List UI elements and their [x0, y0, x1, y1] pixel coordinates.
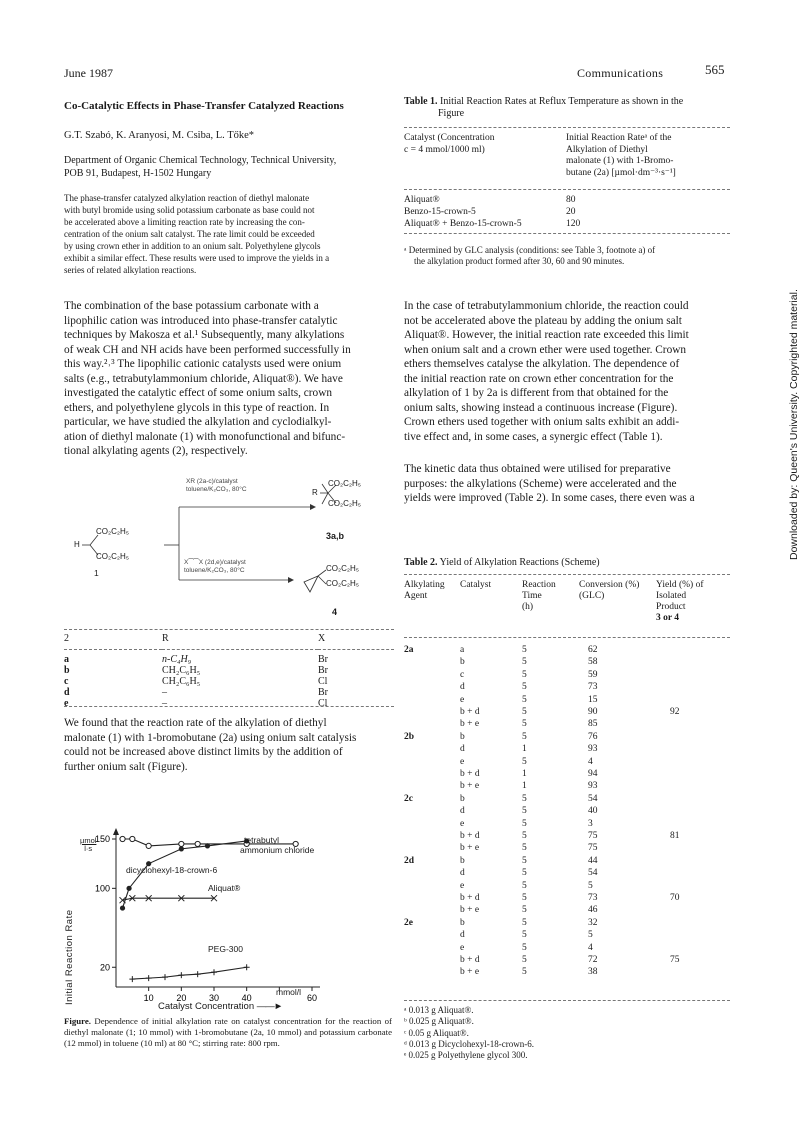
table-cell: 2a: [404, 645, 414, 655]
table-row: [404, 781, 730, 793]
table-cell: 5: [522, 731, 527, 742]
table-row: [404, 856, 730, 868]
table-cell: b: [460, 855, 465, 866]
table-cell: 44: [588, 855, 598, 866]
table-cell: 5: [522, 657, 527, 668]
table-cell: 3: [588, 818, 593, 829]
table-row: [404, 707, 730, 719]
x-tick-label: 30: [208, 993, 220, 1003]
table-cell: 76: [588, 731, 598, 742]
table2-header: [404, 580, 730, 622]
table-cell: d: [460, 682, 465, 693]
series-line: [132, 967, 246, 979]
table-cell: 5: [522, 793, 527, 804]
col-header: Reaction Time (h): [522, 580, 556, 612]
x-tick-label: 40: [241, 993, 252, 1003]
table-cell: 40: [588, 806, 598, 817]
table-row: [404, 819, 730, 831]
table-cell: b: [460, 731, 465, 742]
p4-label: 4: [332, 607, 338, 617]
data-point: [120, 905, 125, 910]
table-cell: 46: [588, 905, 598, 916]
authors: G.T. Szabó, K. Aranyosi, M. Csiba, L. Tőke*: [64, 130, 255, 141]
y-tick-label: 150: [94, 834, 110, 844]
table-cell: b + e: [460, 781, 480, 792]
article-title: Co-Catalytic Effects in Phase-Transfer Catalyzed Reactions: [64, 100, 344, 112]
intro-paragraph: The combination of the base potassium carbonate with a lipophilic cation was introduced into phase-transfer catalytic techniques by Makosza et al.¹ Subsequently, many alkylations of weak CH and NH acids have been performed successfully in this way.²˒³ The lipophilic cationic catalysts used were onium salts (e.g., tetrabutylammonium chloride, Aliquat®). We have investigated the catalytic effect of some onium salts, crown ethers, and polyethylene glycols in this type of reaction. In particular, we have studied the alkylation and cyclodialkyl- ation of diethyl malonate (1) with monofunctional and bifunc- tional alkylating agents (2), respectively.: [64, 300, 351, 457]
table-cell: 73: [588, 893, 598, 903]
table-cell: b + d: [460, 955, 480, 965]
table-cell: 93: [588, 744, 598, 755]
col-header: R: [162, 633, 169, 644]
p4-ester-top: CO₂C₂H₅: [326, 564, 359, 573]
substituent-table: [64, 633, 394, 709]
table-row: [404, 806, 730, 818]
table-row: [404, 744, 730, 756]
table-row: [404, 645, 730, 657]
table-row: [404, 955, 730, 967]
table-row: [404, 794, 730, 806]
table-cell: e: [460, 756, 465, 767]
table-row: [404, 868, 730, 880]
table-row: [404, 843, 730, 855]
table-cell: b: [460, 793, 465, 804]
table-cell: 70: [670, 893, 680, 903]
table-cell: 5: [522, 645, 527, 655]
table-cell: d: [460, 930, 465, 941]
table-cell: b + e: [460, 719, 480, 730]
y-axis-arrow: [113, 828, 119, 835]
table-cell: 90: [588, 707, 598, 717]
table-cell: 75: [588, 843, 598, 854]
table1-caption: Table 1. Initial Reaction Rates at Reflux Temperature as shown in the Figure: [404, 96, 684, 119]
col-header: Catalyst: [460, 580, 492, 590]
affiliation: Department of Organic Chemical Technology, Technical University, POB 91, Budapest, H-1502 Hungary: [64, 155, 337, 179]
table-cell: 5: [522, 818, 527, 829]
y-tick-label: 100: [94, 883, 110, 894]
table-cell: b: [460, 917, 465, 928]
sm-ester-bottom: CO₂C₂H₅: [96, 552, 129, 561]
table-cell: 5: [522, 868, 527, 879]
table-row: [404, 657, 730, 669]
table-cell: 73: [588, 682, 598, 693]
table-cell: 5: [522, 905, 527, 916]
table-cell: 2e: [404, 917, 413, 928]
table-cell: 5: [522, 917, 527, 928]
table-cell: 5: [588, 880, 593, 891]
table-cell: 4: [588, 942, 593, 953]
table-row: [404, 943, 730, 955]
table-cell: 32: [588, 917, 598, 928]
p3-r: R: [312, 488, 318, 497]
table2-footnotes: ᵃ 0.013 g Aliquat®. ᵇ 0.025 g Aliquat®. ᶜ 0.05 g Aliquat®. ᵈ 0.013 g Dicyclohexyl-18-crown-6. ᵉ 0.025 g Polyethylene glycol 300.: [404, 1005, 535, 1061]
p3-label: 3a,b: [326, 531, 345, 541]
figure-caption: Figure. Dependence of initial alkylation rate on catalyst concentration for the reaction of diethyl malonate (1; 10 mmol) with 1-bromobutane (2a, 10 mmol) and potassium carbonate (12 mmol) in toluene (10 ml) at 80 °C; stirring rate: 800 rpm.: [64, 1016, 392, 1048]
discussion-paragraph: In the case of tetrabutylammonium chloride, the reaction could not be accelerated above the plateau by adding the onium salt Aliquat®. However, the initial reaction rate exceeded this limit when onium salt and a crown ether were used together. Crown ethers themselves catalyse the alkylation. The dependence of the initial reaction rate on crown ether concentration for the alkylation of 1 by 2a is different from that obtained for the onium salts, showing instead a continuous increase (Figure). Crown ethers used together with onium salts exhibit an addi- tive effect and, in some cases, a synergic effect (Table 1).: [404, 300, 689, 443]
table-cell: 1: [522, 769, 527, 779]
table-cell: d: [460, 744, 465, 755]
p3-ester-bottom: CO₂C₂H₅: [328, 499, 361, 508]
abstract: The phase-transfer catalyzed alkylation reaction of diethyl malonate with butyl bromide using solid potassium carbonate as base could not be accelerated above a limiting reaction rate by increasing the con- centration of the onium salt catalyst. The rate limit could be exceeded by using crown ether in addition to an onium salt. Polyethylene glycols exhibit a similar effect. These results were used to improve the yields in a series of related alkylation reactions.: [64, 193, 330, 275]
series-label-peg: PEG-300: [208, 944, 243, 954]
table-cell: 5: [522, 893, 527, 903]
table-cell: 15: [588, 694, 598, 705]
table-cell: e: [460, 880, 465, 891]
col-header: 2: [64, 633, 69, 644]
table-row: [404, 757, 730, 769]
table-row: [404, 905, 730, 917]
figure: [60, 825, 390, 1015]
table2-caption: Table 2. Yield of Alkylation Reactions (Scheme): [404, 557, 600, 568]
table-cell: 5: [522, 669, 527, 680]
col-header: Conversion (%) (GLC): [579, 580, 640, 601]
sm-hydrogen: H: [74, 540, 80, 549]
page-number: 565: [705, 62, 725, 77]
x-axis-unit: mmol/l: [276, 987, 302, 997]
table-cell: 62: [588, 645, 598, 655]
y-axis-label: Initial Reaction Rate: [64, 909, 75, 1005]
table-row: b CH₂C₆H₅ Br: [64, 665, 328, 676]
table-cell: 54: [588, 793, 598, 804]
table-header-row: [64, 633, 394, 649]
table-cell: 38: [588, 967, 598, 978]
series-label-crown: dicyclohexyl-18-crown-6: [126, 865, 218, 875]
results-paragraph: We found that the reaction rate of the alkylation of diethyl malonate (1) with 1-bromobutane (2a) using onium salt catalysis could not be increased above distinct limits by the addition of further onium salt (Figure).: [64, 717, 357, 773]
table-row: [404, 769, 730, 781]
table-cell: 72: [588, 955, 598, 965]
x-tick-label: 20: [176, 993, 187, 1003]
table-cell: 5: [522, 942, 527, 953]
table-cell: e: [460, 818, 465, 829]
table-cell: 5: [522, 967, 527, 978]
table-row: [404, 893, 730, 905]
series-line: [123, 898, 214, 900]
x-tick-label: 10: [143, 993, 154, 1003]
series-label-tbac: tetrabutyl: [244, 835, 279, 845]
table-cell: 5: [522, 806, 527, 817]
preparative-paragraph: The kinetic data thus obtained were utilised for preparative purposes: the alkylations (Scheme) were accelerated and the yields were improved (Table 2). In some cases, there even was a: [404, 463, 695, 504]
p3-ester-top: CO₂C₂H₅: [328, 479, 361, 488]
table-row: [404, 670, 730, 682]
data-point: [205, 843, 210, 848]
table-cell: 58: [588, 657, 598, 668]
table-cell: 93: [588, 781, 598, 792]
reagent-bottom: X⁀⁀X (2d,e)/catalyst toluene/K₂CO₃, 80°C: [184, 559, 246, 574]
table-cell: 1: [522, 781, 527, 792]
table1-col2-header: Initial Reaction Rateᵃ of the Alkylation of Diethyl malonate (1) with 1-Bromo- butane (2a) [µmol·dm⁻³·s⁻¹]: [566, 133, 676, 178]
data-point: [126, 886, 131, 891]
table-cell: 5: [522, 843, 527, 854]
x-axis-label: Catalyst Concentration ——►: [158, 1001, 283, 1012]
sm-label: 1: [94, 568, 99, 578]
table-cell: a: [460, 645, 465, 655]
table-cell: 75: [670, 955, 680, 965]
table-row: Aliquat® 80: [404, 195, 576, 205]
table-cell: b + e: [460, 843, 480, 854]
table-cell: b + d: [460, 707, 480, 717]
data-point: [195, 841, 200, 846]
table-cell: e: [460, 942, 465, 953]
table-cell: b + d: [460, 893, 480, 903]
col-header: Yield (%) of Isolated Product 3 or 4: [656, 580, 704, 623]
y-axis-unit: µmol l·s: [80, 836, 97, 853]
download-note: Downloaded by: Queen's University. Copyrighted material.: [788, 289, 800, 560]
scheme-drawing: [64, 472, 394, 622]
table-cell: 5: [522, 719, 527, 730]
table-row: e – Cl: [64, 698, 328, 709]
table-cell: b: [460, 657, 465, 668]
table-cell: 2b: [404, 731, 415, 742]
table-cell: 5: [522, 707, 527, 717]
col-header: Alkylating Agent: [404, 580, 445, 601]
sm-ester-top: CO₂C₂H₅: [96, 527, 129, 536]
table1-col1-header: Catalyst (Concentration c = 4 mmol/1000 ml): [404, 133, 495, 155]
table-cell: 2d: [404, 855, 415, 866]
table-cell: 54: [588, 868, 598, 879]
table-row: [404, 682, 730, 694]
table-cell: 5: [522, 880, 527, 891]
table-cell: 81: [670, 831, 680, 841]
data-point: [179, 841, 184, 846]
running-date: June 1987: [64, 66, 113, 80]
table-cell: d: [460, 806, 465, 817]
table-cell: 5: [522, 682, 527, 693]
table1: [404, 194, 580, 230]
table-row: [404, 930, 730, 942]
table-cell: 59: [588, 669, 598, 680]
table-cell: 2c: [404, 793, 413, 804]
data-point: [120, 836, 125, 841]
table-cell: 4: [588, 756, 593, 767]
table-cell: b + d: [460, 831, 480, 841]
table1-footnote: ᵃ Determined by GLC analysis (conditions: see Table 3, footnote a) of the alkylation product formed after 30, 60 and 90 minutes.: [404, 245, 656, 266]
table-cell: 92: [670, 707, 680, 717]
table-row: [404, 695, 730, 707]
table-cell: 5: [522, 955, 527, 965]
table-cell: b + e: [460, 905, 480, 916]
table-cell: c: [460, 669, 465, 680]
x-tick-label: 60: [306, 993, 318, 1003]
table-cell: 5: [588, 930, 593, 941]
journal-section: Communications: [577, 66, 664, 80]
data-point: [130, 836, 135, 841]
table-row: [404, 831, 730, 843]
table-row: c CH₂C₆H₅ Cl: [64, 676, 328, 687]
table-row: a n-C₄H₉ Br: [64, 654, 328, 665]
reaction-scheme: [64, 472, 394, 622]
table-cell: d: [460, 868, 465, 879]
table-row: Benzo-15-crown-5 20: [404, 207, 576, 217]
table-cell: 5: [522, 756, 527, 767]
y-tick-label: 20: [99, 962, 110, 973]
p4-ester-bottom: CO₂C₂H₅: [326, 579, 359, 588]
reagent-top: XR (2a-c)/catalyst toluene/K₂CO₃, 80°C: [186, 478, 247, 493]
table-cell: e: [460, 694, 465, 705]
table-row: Aliquat® + Benzo-15-crown-5 120: [404, 219, 581, 229]
data-point: [179, 846, 184, 851]
table-row: [404, 719, 730, 731]
table-row: [404, 918, 730, 930]
table-cell: 94: [588, 769, 598, 779]
table-cell: 85: [588, 719, 598, 730]
series-label-tbac-2: ammonium chloride: [240, 845, 315, 855]
table-cell: 5: [522, 855, 527, 866]
table-row: d – Br: [64, 687, 328, 698]
table-cell: 5: [522, 930, 527, 941]
table-row: [404, 732, 730, 744]
table-cell: 1: [522, 744, 527, 755]
table-cell: b + d: [460, 769, 480, 779]
table-row: [404, 967, 730, 979]
rate-chart: [60, 825, 390, 1015]
table-cell: 75: [588, 831, 598, 841]
table-cell: 5: [522, 831, 527, 841]
series-label-aliquat: Aliquat®: [208, 883, 241, 893]
col-header: X: [318, 633, 326, 644]
table-row: [404, 881, 730, 893]
table-cell: 5: [522, 694, 527, 705]
table-cell: b + e: [460, 967, 480, 978]
data-point: [146, 843, 151, 848]
